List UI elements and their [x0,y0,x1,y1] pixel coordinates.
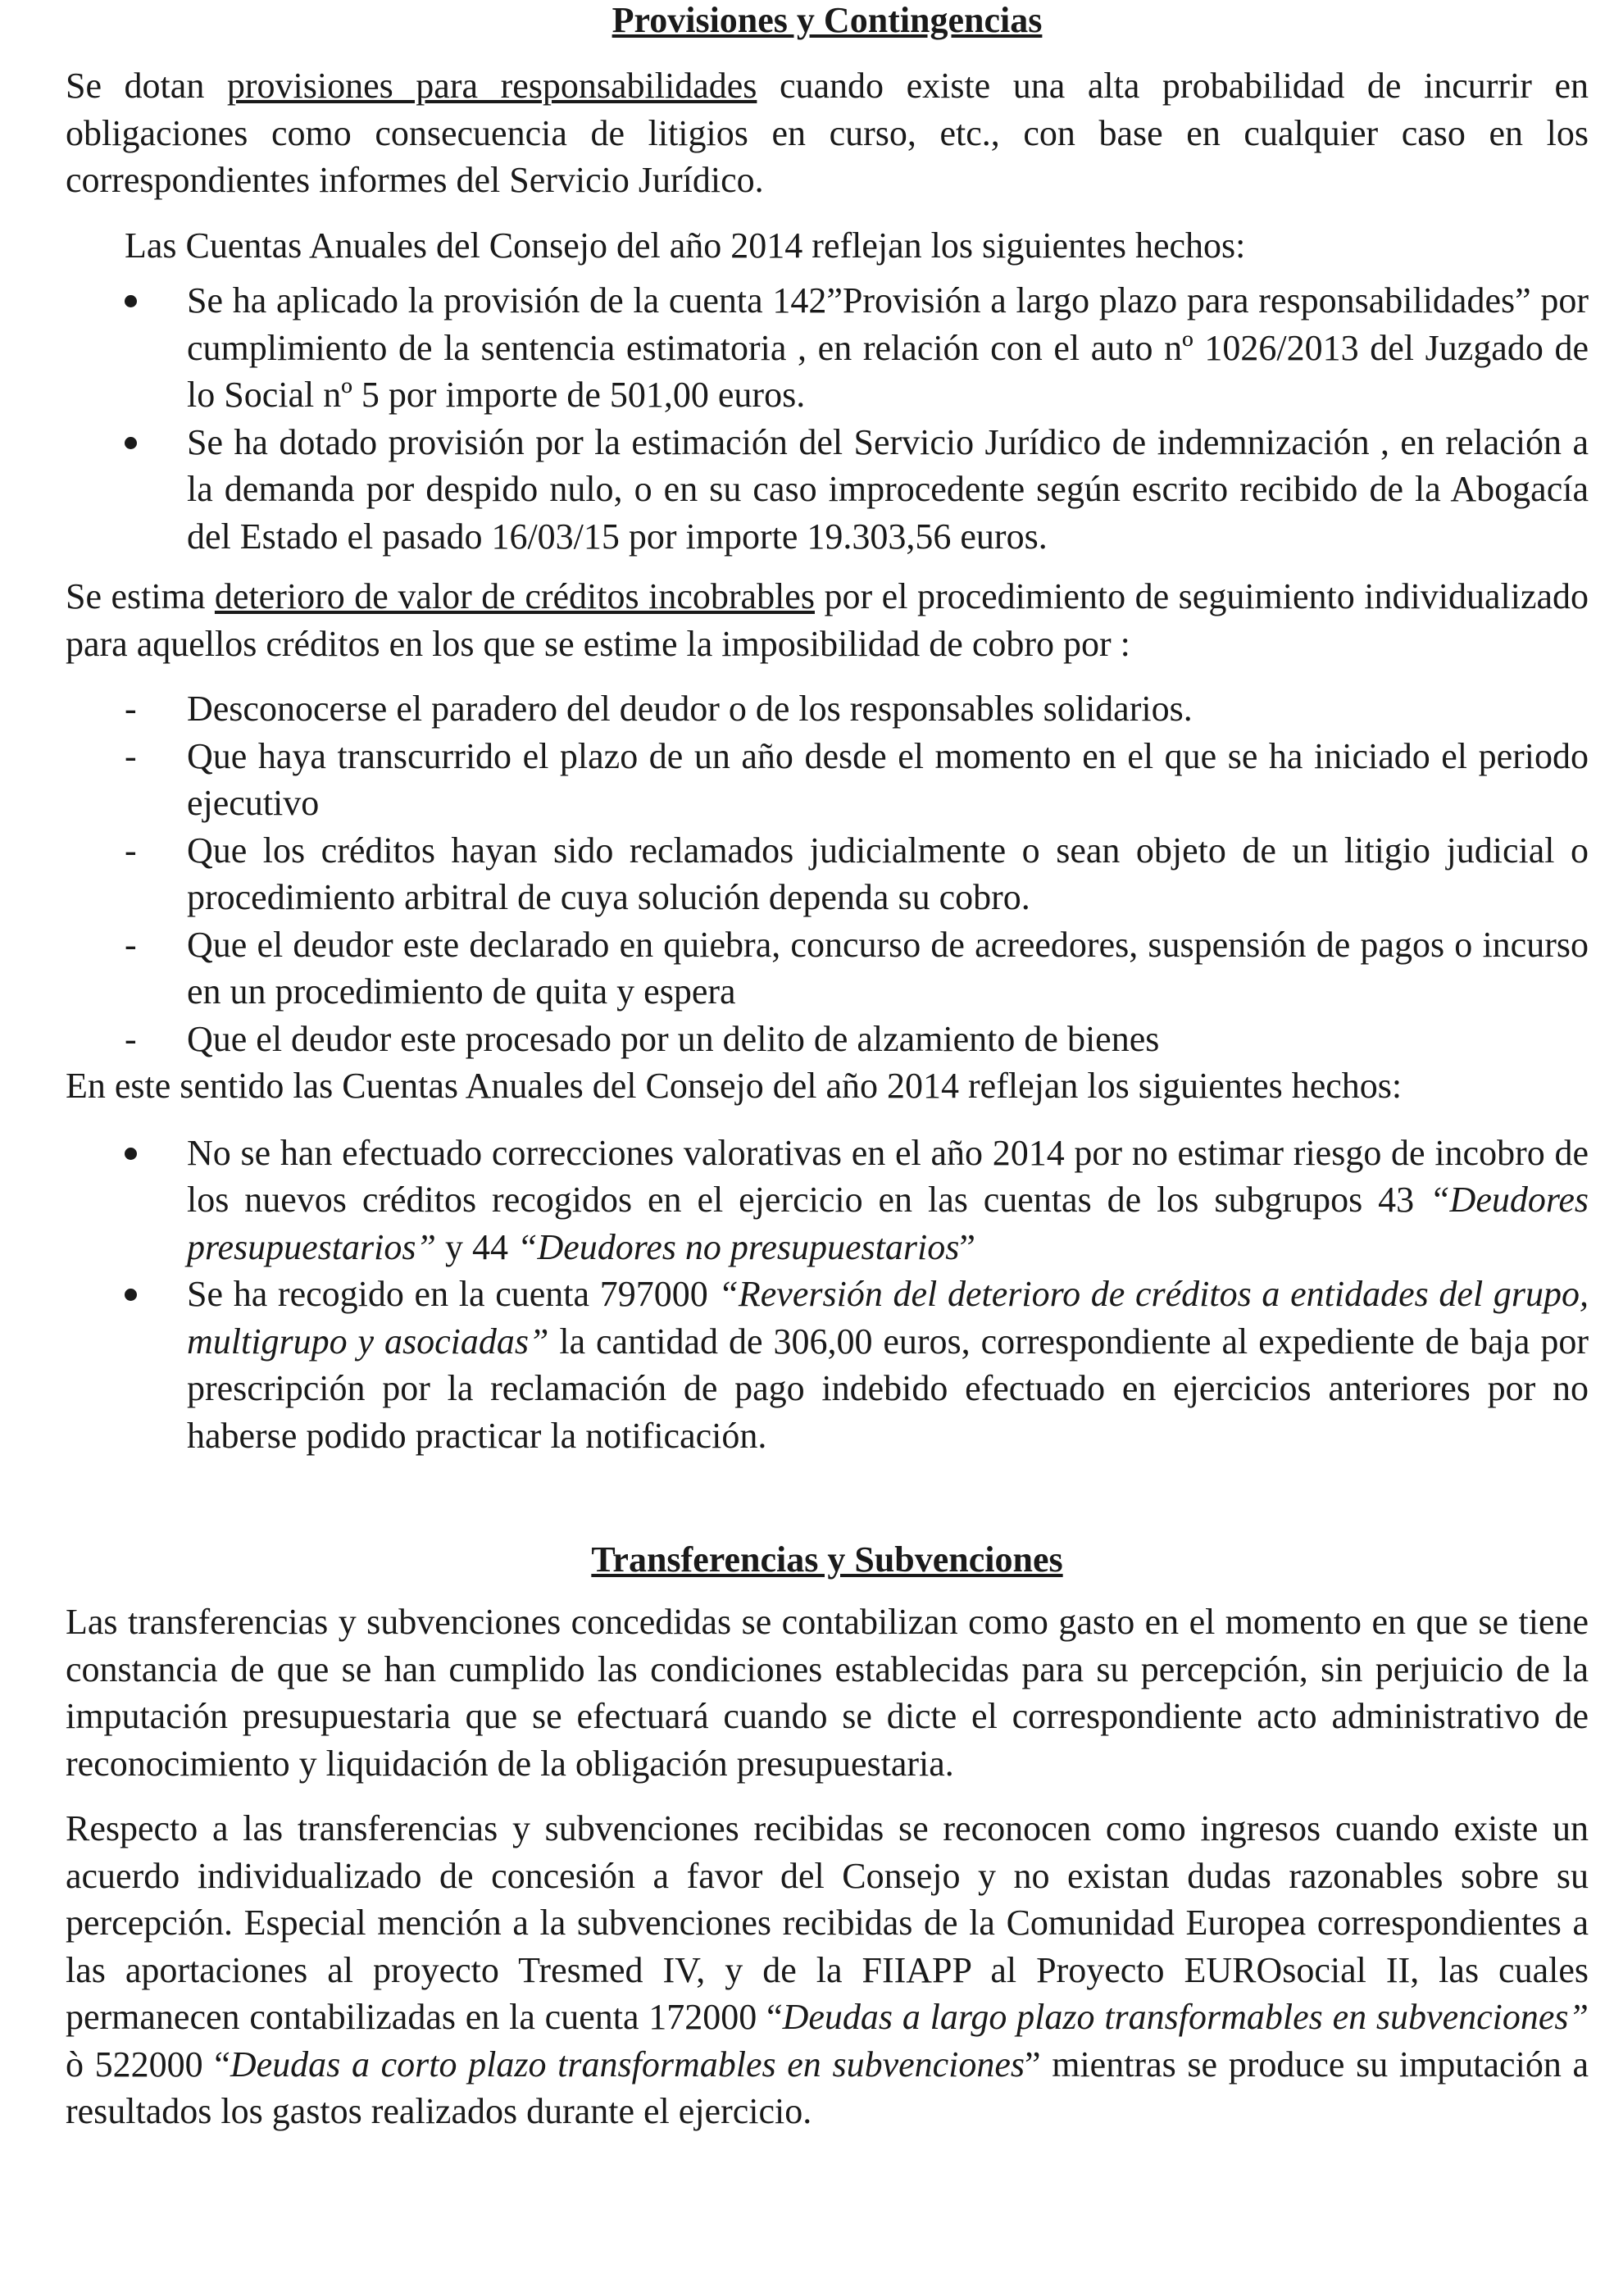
paragraph-deterioro: Se estima deterioro de valor de créditos incobrables por el procedimiento de seguimiento individualizado para aquellos créditos en los que se estime la imposibilidad de cobro por : [66,576,1589,664]
dash-icon: - [125,830,137,871]
dash-list-criterios [66,685,1589,1062]
document-page [66,0,1589,2135]
list-item: Se ha recogido en la cuenta 797000 “Reversión del deterioro de créditos a entidades del grupo, multigrupo y asociadas” la cantidad de 306,00 euros, correspondiente al expediente de baja por prescripción por la reclamación de pago indebido efectuado en ejercicios anteriores por no haberse podido practicar la notificación. [66,1271,1589,1459]
dash-icon: - [125,1018,137,1059]
dash-icon: - [125,689,137,729]
list-item: Se ha dotado provisión por la estimación del Servicio Jurídico de indemnización , en relación a la demanda por despido nulo, o en su caso improcedente según escrito recibido de la Abogacía del Estado el pasado 16/03/15 por importe 19.303,56 euros. [66,419,1589,561]
bullet-icon [125,1148,137,1160]
dash-icon: - [125,735,137,776]
section-title-transferencias: Transferencias y Subvenciones [591,1539,1063,1580]
underlined-term: provisiones para responsabilidades [226,66,757,106]
list-item: - Que el deudor este procesado por un delito de alzamiento de bienes [66,1016,1589,1063]
list-item: Se ha aplicado la provisión de la cuenta 142”Provisión a largo plazo para responsabilidades” por cumplimiento de la sentencia estimatoria , en relación con el auto nº 1026/2013 del Juzgado de lo Social nº 5 por importe de 501,00 euros. [66,277,1589,419]
list-item: No se han efectuado correcciones valorativas en el año 2014 por no estimar riesgo de incobro de los nuevos créditos recogidos en el ejercicio en las cuentas de los subgrupos 43 “Deudores presupuestarios” y 44 “Deudores no presupuestarios” [66,1130,1589,1271]
paragraph-transferencias-concedidas: Las transferencias y subvenciones concedidas se contabilizan como gasto en el momento en que se tiene constancia de que se han cumplido las condiciones establecidas para su percepción, sin perjuicio de la imputación presupuestaria que se efectuará cuando se dicte el correspondiente acto administrativo de reconocimiento y liquidación de la obligación presupuestaria. [66,1602,1589,1784]
bullet-icon [125,1289,137,1301]
list-item: - Que el deudor este declarado en quiebra, concurso de acreedores, suspensión de pagos o incurso en un procedimiento de quita y espera [66,921,1589,1016]
underlined-term: deterioro de valor de créditos incobrables [214,576,815,616]
bullet-list-correcciones [66,1130,1589,1460]
paragraph-transferencias-recibidas: Respecto a las transferencias y subvenciones recibidas se reconocen como ingresos cuando existe un acuerdo individualizado de concesión a favor del Consejo y no existan dudas razonables sobre su percepción. Especial mención a la subvenciones recibidas de la Comunidad Europea correspondientes a las aportaciones al proyecto Tresmed IV, y de la FIIAPP al Proyecto EUROsocial II, las cuales permanecen contabilizadas en la cuenta 172000 “Deudas a largo plazo transformables en subvenciones” ò 522000 “Deudas a corto plazo transformables en subvenciones” mientras se produce su imputación a resultados los gastos realizados durante el ejercicio. [66,1808,1589,2131]
paragraph-sentido: En este sentido las Cuentas Anuales del Consejo del año 2014 reflejan los siguientes hechos: [66,1066,1403,1106]
bullet-list-provisiones [66,277,1589,560]
list-item: - Que los créditos hayan sido reclamados judicialmente o sean objeto de un litigio judicial o procedimiento arbitral de cuya solución dependa su cobro. [66,827,1589,921]
list-item: - Que haya transcurrido el plazo de un año desde el momento en el que se ha iniciado el periodo ejecutivo [66,733,1589,827]
section-title-provisiones: Provisiones y Contingencias [612,0,1043,40]
bullet-icon [125,295,137,307]
list-item: - Desconocerse el paradero del deudor o de los responsables solidarios. [66,685,1589,733]
bullet-icon [125,437,137,449]
paragraph-provisiones-intro: Se dotan provisiones para responsabilidades cuando existe una alta probabilidad de incurrir en obligaciones como consecuencia de litigios en curso, etc., con base en cualquier caso en los correspondientes informes del Servicio Jurídico. [66,66,1589,200]
paragraph-hechos-intro: Las Cuentas Anuales del Consejo del año 2014 reflejan los siguientes hechos: [125,225,1246,266]
dash-icon: - [125,924,137,965]
